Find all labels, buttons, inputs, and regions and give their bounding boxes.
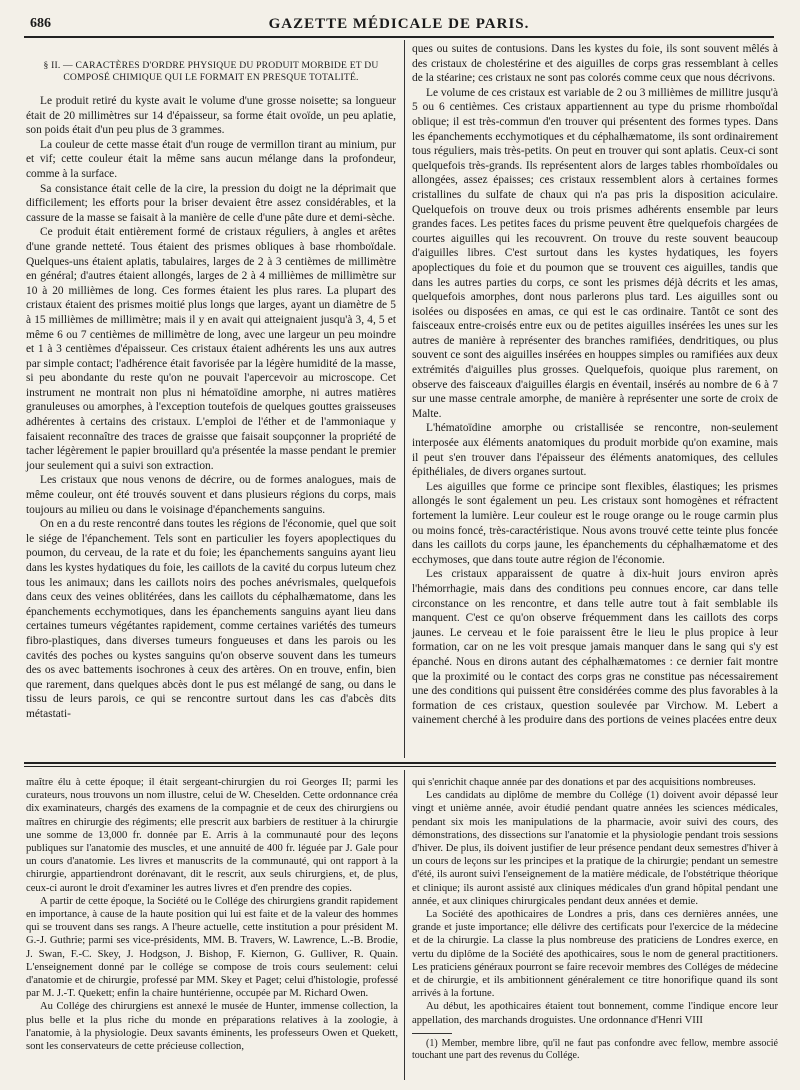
paragraph: La couleur de cette masse était d'un rouge de vermillon tirant au minium, pur et vif; cette couleur était la même sans aucun mélange dans la profondeur, comme à la surface. <box>26 138 396 180</box>
page-header <box>24 14 774 38</box>
journal-title: GAZETTE MÉDICALE DE PARIS. <box>268 16 530 32</box>
paragraph: Le produit retiré du kyste avait le volume d'une grosse noisette; sa longueur était de 20 millimètres sur 14 d'épaisseur, sa forme était ovoïde, un peu aplatie, son poids était d'un peu plus de 3 grammes. <box>26 95 396 137</box>
paragraph: La Société des apothicaires de Londres a pris, dans ces dernières années, une grande et juste importance; elle délivre des certificats pour l'exercice de la médecine et de la chirurgie. La classe la plus nombreuse des praticiens de Londres exerce, en vertu du diplôme de la Société des apothicaires, sous le nom de general practitioners. Les praticiens généraux pourront se faire recevoir membres des Colléges de médecine et de chirurgie, et ils ambitionnent généralement ce titre honorifique quand ils sont arrivés à la fortune. <box>412 909 778 1000</box>
paragraph: maître élu à cette époque; il était sergeant-chirurgien du roi Georges II; parmi les curateurs, nous trouvons un nom illustre, celui de W. Cheselden. Cette ordonnance créa dix examinateurs, chargés des examens de la compagnie et de ceux des chirurgiens ou maîtres en chirurgie des régiments; elle prescrit aux barbiers de restituer à la chirurgie une somme de 13,000 fr. donnée par E. Arris à la communauté pour des leçons publiques sur l'anatomie des muscles, et une annuité de 400 fr. léguée par J. Gale pour un cours d'anatomie. Les livres et manuscrits de la communauté, qui ont rapport à la chirurgie, appartiendront dorénavant, dit le rescrit, aux seuls chirurgiens, et, de plus, ceux-ci auront le droit d'examiner les autres livres et d'en prendre des copies. <box>26 777 398 894</box>
paragraph: Les cristaux que nous venons de décrire, ou de formes analogues, mais de même couleur, ont été trouvés souvent et dans plusieurs régions du corps, mais toujours au milieu ou dans le voisinage d'épanchements sanguins. <box>26 474 396 516</box>
footnote-rule <box>412 1033 452 1034</box>
paragraph: L'hématoïdine amorphe ou cristallisée se rencontre, non-seulement interposée aux éléments anatomiques du produit morbide qu'on examine, mais il peut s'en trouver dans l'épaisseur des éléments anatomiques, des cellules épithéliales, de divers organes surtout. <box>412 422 778 479</box>
left-column-bottom <box>26 776 398 1053</box>
paragraph: Au Collége des chirurgiens est annexé le musée de Hunter, immense collection, la plus belle et la plus riche du monde en préparations relatives à la zoologie, à l'anatomie, à la physiologie. Deux savants éminents, les professeurs Owen et Quekett, sont les conservateurs de cette précieuse collection, <box>26 1001 398 1053</box>
paragraph: A partir de cette époque, la Société ou le Collége des chirurgiens grandit rapidement en importance, à cause de la haute position qui lui est faite et de la valeur des hommes qui se trouvent dans ses rangs. A l'heure actuelle, cette institution a pour président M. G.-J. Guthrie; parmi ses vice-présidents, MM. B. Travers, W. Lawrence, L.-B. Brodie, J. Swan, F.-C. Skey, J. Hodgson, J. Bishop, F. Kiernon, G. Gulliver, R. Quain. L'enseignement donné par le collége se compose de trois cours seulement: celui d'anatomie et de chirurgie, professé par MM. Skey et Paget; celui d'histologie, professé par M. J.-T. Quekett; enfin la chaire huntérienne, occupée par M. Richard Owen. <box>26 895 398 1000</box>
paragraph: Sa consistance était celle de la cire, la pression du doigt ne la déprimait que difficilement; les efforts pour la briser devaient être assez considérables, et la cassure de la masse se faisait à la manière de celle d'une pâte dure et demi-sèche. <box>26 182 396 224</box>
column-divider-top <box>404 40 405 758</box>
paragraph: Ce produit était entièrement formé de cristaux réguliers, à angles et arêtes d'une grande netteté. Tous étaient des prismes obliques à base rhomboïdale. Quelques-uns étaient aplatis, tabulaires, larges de 2 à 3 centièmes de millimètre en général; d'autres étaient allongés, larges de 2 à 4 millièmes de millimètre sur 10 à 20 millièmes de long. Ces formes étaient les plus rares. La plupart des cristaux étaient des prismes moitié plus longs que larges, ayant un diamètre de 5 à 15 millièmes de millimètre; mais il y en avait qui atteignaient jusqu'à 3, 4, 5 et même 6 ou 7 centièmes de millimètre de long, avec une largeur un peu moindre et 1 à 3 centièmes d'épaisseur. Ces cristaux étaient adhérents les uns aux autres par simple contact; l'adhérence était favorisée par la légère humidité de la masse, si peu abondante du reste qu'on ne pouvait l'apercevoir au microscope. Cet instrument ne montrait non plus ni hématoïdine amorphe, ni autres matières granuleuses ou amorphes, à l'exception toutefois de quelques gouttes graisseuses adhérentes à certains des cristaux. L'emploi de l'éther et de l'ammoniaque y faisaient reconnaître des traces de graisse que faisait soupçonner la propriété de tacher légèrement le papier brouillard qu'a présentée la masse pendant le premier jour seulement qui a suivi son extraction. <box>26 226 396 472</box>
footnote: (1) Member, membre libre, qu'il ne faut pas confondre avec fellow, membre associé touchant une part des revenus du Collége. <box>412 1037 778 1062</box>
paragraph: ques ou suites de contusions. Dans les kystes du foie, ils sont souvent mêlés à des cristaux de cholestérine et des aiguilles de corps gras ressemblant à celles de la stéarine; ces cristaux ne sont pas colorés comme ceux que nous décrivons. <box>412 43 778 85</box>
section-heading: § II. — CARACTÈRES D'ORDRE PHYSIQUE DU PRODUIT MORBIDE ET DU COMPOSÉ CHIMIQUE QUI LE FORMAIT EN PRESQUE TOTALITÉ. <box>43 60 379 83</box>
paragraph: On en a du reste rencontré dans toutes les régions de l'économie, quel que soit le siége de l'épanchement. Tels sont en particulier les foyers apoplectiques du poumon, du cerveau, de la rate et du foie; les épanchements sanguins ayant lieu dans les kystes hydatiques du foie, les caillots de la cavité du corpus luteum chez tous les animaux; dans les caillots noirs des poches anévrismales, quelquefois dans ceux des veines oblitérées, dans les caillots du céphalhæmatome, dans les épanchements ecchymotiques, dans les épanchements sanguins ayant lieu dans certaines tumeurs végétantes rapidement, comme certaines variétés des tumeurs fibro-plastiques, dans diverses tumeurs fongueuses et dans les parois ou les cavités des poches ou kystes sanguins qu'on observe souvent dans les tumeurs des os avec battements isochrones à ceux des artères. On en trouve, enfin, bien que rarement, dans quelques abcès dont le pus est mélangé de sang, ou dans le tissu de leurs parois, ce qui se rencontre surtout dans les cas d'abcès dits métastati- <box>26 518 396 720</box>
section-divider <box>24 762 776 764</box>
section-divider-thin <box>24 766 776 767</box>
column-divider-bottom <box>404 770 405 1080</box>
paragraph: Les candidats au diplôme de membre du Collége (1) doivent avoir dépassé leur vingt et unième année, avoir étudié pendant quatre années les sciences médicales, pendant six mois les manipulations de la pharmacie, avoir suivi des cours, des démonstrations, des dissections sur l'anatomie et la physiologie pendant trois sessions d'hiver. De plus, ils doivent justifier de leur présence pendant deux semestres d'hiver à un cours de leçons sur les principes et la pratique de la chirurgie; pendant un semestre d'été, ils auront suivi l'enseignement de la matière médicale, de l'obstétrique théorique et clinique; ils auront assisté aux cliniques médicales d'un grand hôpital pendant une année, et aux cliniques chirurgicales pendant deux années et demie. <box>412 790 778 907</box>
paragraph: qui s'enrichit chaque année par des donations et par des acquisitions nombreuses. <box>412 777 756 788</box>
paragraph: Les aiguilles que forme ce principe sont flexibles, élastiques; les prismes allongés le sont également un peu. Les cristaux sont homogènes et réfractent fortement la lumière. Leur couleur est le rouge orange ou le rouge carmin plus ou moins foncé, très-caractéristique. Nous avons trouvé cette teinte plus foncée dans les caillots du corps jaune, les épanchements du céphalhæmatome et des ecchymoses, que dans toute autre région de l'économie. <box>412 480 778 566</box>
paragraph: Le volume de ces cristaux est variable de 2 ou 3 millièmes de millitre jusqu'à 5 ou 6 centièmes. Ces cristaux appartiennent au type du prisme rhomboïdal oblique; il est très-commun d'en trouver qui présentent des formes types. Dans les épanchements ecchymotiques et du céphalhæmatome, ils sont ordinairement tous réguliers, mais très-petits. On peut en trouver qui sont aplatis. Ceux-ci sont quelquefois très-grands. Ils représentent alors de larges tables rhomboïdales ou allongées, assez épaisses; ces cristaux ressemblent alors à certaines formes cristallines du sulfate de chaux qui n'a pas pris la disposition aciculaire. Quelquefois on trouve deux ou trois prismes adhérents ensemble par leurs grandes faces. Les petites faces du prisme peuvent être quelquefois chargées de courtes aiguilles qui les recouvrent. On trouve du reste souvent beaucoup d'aiguilles libres. C'est surtout dans les kystes hydatiques, les foyers apoplectiques du foie et du poumon que se trouvent ces aiguilles, tandis que dans les autres parties du corps, ce sont les prismes déjà décrits et les amas, quelquefois amorphes, dont nous parlerons plus tard. Les aiguilles sont ou isolées ou disposées en amas, ce qui est le cas ordinaire. Tantôt ce sont des faisceaux entre-croisés entre eux ou de petites aiguilles insérées les unes sur les autres de manière à représenter des branches ramifiées, dendritiques, ou plus souvent ce sont des aiguilles insérées en houppes simples ou ramifiées aux deux extrémités d'aiguilles plus grosses. Quelquefois, quoique plus rarement, on observe des faisceaux d'aiguilles élargis en éventail, insérés au nombre de 6 à 7 sur une masse centrale amorphe, de manière à représenter une sorte de croix de Malte. <box>412 86 778 420</box>
paragraph: Au début, les apothicaires étaient tout bonnement, comme l'indique encore leur appellation, des marchands droguistes. Une ordonnance d'Henri VIII <box>412 1001 778 1026</box>
right-column-top <box>412 42 778 728</box>
left-column-top <box>26 60 396 722</box>
right-column-bottom <box>412 776 778 1063</box>
paragraph: Les cristaux apparaissent de quatre à dix-huit jours environ après l'hémorrhagie, mais dans des conditions peu connues encore, car dans telle circonstance on les rencontre, et dans telle autre tout à fait semblable ils manquent. C'est ce qu'on observe fréquemment dans les caillots des corps jaunes. Le cerveau et le foie paraissent être le lieu le plus propice à leur formation, car on ne les voit presque jamais manquer dans le sang qui s'y est épanché. Nous en dirons autant des céphalhæmatomes : ce dernier fait montre que la proximité ou le contact des corps gras ne constitue pas nécessairement une des conditions qui puissent être considérées comme des plus favorables à la formation de ces cristaux, question soulevée par Virchow. M. Lebert a vainement cherché à les produire dans des portions de veines placées entre deux <box>412 568 778 727</box>
page-number: 686 <box>30 16 51 31</box>
